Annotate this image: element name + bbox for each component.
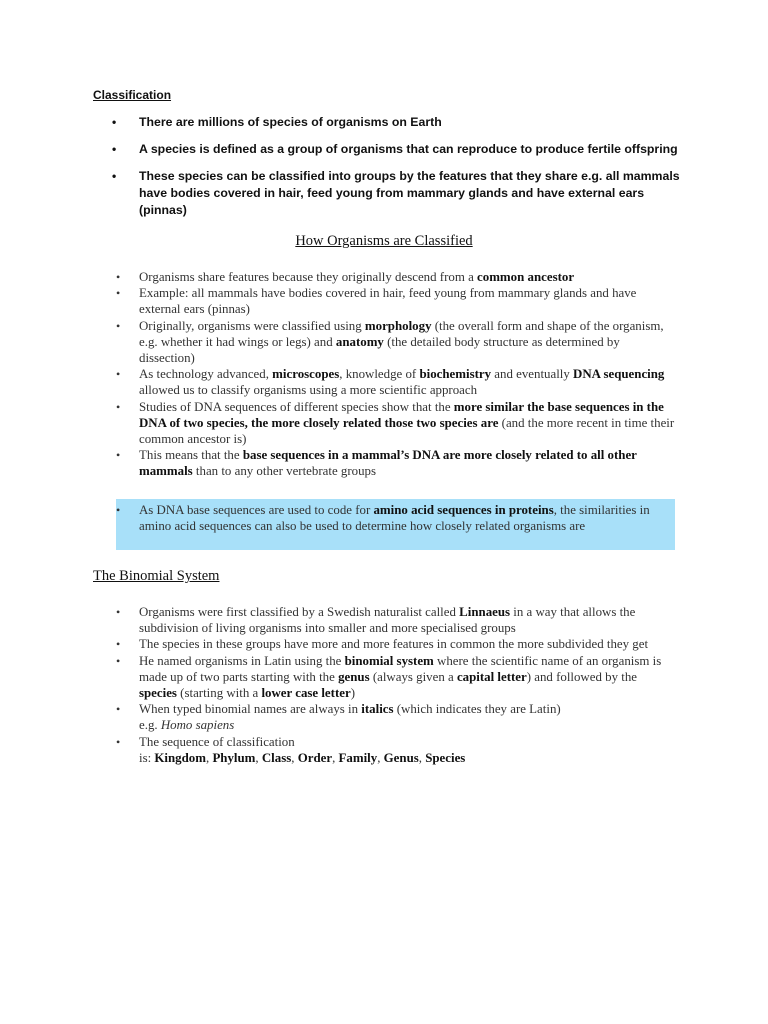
rank-family: Family <box>338 750 378 765</box>
text: This means that the <box>139 448 243 463</box>
list-item: • There are millions of species of organisms on Earth <box>112 114 682 131</box>
bold-term: morphology <box>364 318 432 333</box>
list-item <box>116 636 676 652</box>
italic-term: Homo sapiens <box>160 718 235 733</box>
text: Originally, organisms were classified using <box>139 318 365 333</box>
list-item <box>116 653 676 702</box>
separator: , <box>255 750 262 765</box>
list-item: • These species can be classified into groups by the features that they share e.g. all mammals have bodies covered in hair, feed young from mammary glands and have external ears (pinnas) <box>112 168 682 219</box>
bold-term: genus <box>338 669 370 684</box>
text: As DNA base sequences are used to code for <box>139 503 374 517</box>
text: He named organisms in Latin using the <box>139 653 345 668</box>
bold-term: more similar the base sequences in the DNA of two species, the more closely related those two species are <box>139 399 664 430</box>
text: As technology advanced, <box>139 367 273 382</box>
text: , the similarities in amino acid sequences can also be used to determine how closely related organisms are <box>139 503 650 534</box>
text: (the overall form and shape of the organism, e.g. whether it had wings or legs) and <box>139 318 664 349</box>
text: Studies of DNA sequences of different species show that the <box>139 399 454 414</box>
rank-genus: Genus <box>383 750 419 765</box>
text: ) and followed by the <box>526 669 637 684</box>
rank-kingdom: Kingdom <box>154 750 206 765</box>
bold-term: biochemistry <box>419 367 492 382</box>
binomial-system-heading: The Binomial System <box>93 568 220 584</box>
highlighted-bullet <box>116 502 672 534</box>
list-item <box>116 399 676 448</box>
list-item <box>116 285 676 317</box>
list-item <box>116 502 672 534</box>
text: (and the more recent in time their common ancestor is) <box>139 415 675 447</box>
separator: , <box>291 750 298 765</box>
text: allowed us to classify organisms using a more scientific approach <box>139 383 478 398</box>
separator: , <box>205 750 213 765</box>
separator: , <box>418 750 426 765</box>
list-item <box>116 701 676 733</box>
how-organisms-classified-heading: How Organisms are Classified <box>295 233 473 249</box>
text: The sequence of classification <box>139 734 295 749</box>
text: When typed binomial names are always in <box>139 702 362 717</box>
text: , knowledge of <box>339 367 420 382</box>
text: (the detailed body structure as determined by dissection) <box>139 334 620 366</box>
list-item <box>116 366 676 398</box>
text: in a way that allows the subdivision of living organisms into smaller and more specialised groups <box>139 605 636 636</box>
list-item <box>116 269 676 285</box>
bold-term: common ancestor <box>477 270 575 284</box>
text: (always given a <box>369 669 457 684</box>
text: (which indicates they are Latin) <box>393 702 561 717</box>
rank-species: Species <box>425 750 466 765</box>
rank-order: Order <box>297 750 333 765</box>
list-item <box>116 604 676 636</box>
bold-term: binomial system <box>344 653 434 668</box>
text: and eventually <box>491 367 574 382</box>
bold-term: amino acid sequences in proteins <box>373 503 554 517</box>
text: (starting with a <box>176 686 262 701</box>
text: The species in these groups have more and more features in common the more subdivided they get <box>139 637 649 652</box>
rank-class: Class <box>261 750 292 765</box>
how-classified-bullets <box>116 269 676 480</box>
bold-term: capital letter <box>456 669 527 684</box>
bold-term: anatomy <box>335 334 384 349</box>
bold-term: italics <box>361 702 394 717</box>
bold-term: lower case letter <box>261 686 351 701</box>
classification-heading: Classification <box>93 88 172 102</box>
classification-bullets <box>112 114 682 229</box>
text: Organisms were first classified by a Swedish naturalist called <box>139 605 460 619</box>
binomial-bullets <box>116 604 676 766</box>
list-item <box>116 734 676 766</box>
text: ) <box>350 686 355 701</box>
text: Organisms share features because they originally descend from a <box>139 270 478 284</box>
separator: , <box>332 750 339 765</box>
bold-term: base sequences in a mammal’s DNA are more closely related to all other mammals <box>139 448 637 479</box>
bold-term: species <box>139 686 177 701</box>
list-item: • A species is defined as a group of organisms that can reproduce to produce fertile offspring <box>112 141 682 158</box>
list-item <box>116 447 676 479</box>
bold-term: Linnaeus <box>459 605 511 619</box>
text: than to any other vertebrate groups <box>192 464 376 479</box>
text: is: <box>139 750 155 765</box>
bold-term: microscopes <box>272 367 340 382</box>
bold-term: DNA sequencing <box>573 367 665 382</box>
list-item <box>116 318 676 367</box>
separator: , <box>377 750 384 765</box>
text: where the scientific name of an organism is made up of two parts starting with the <box>139 653 662 684</box>
text: e.g. <box>139 718 161 733</box>
rank-phylum: Phylum <box>212 750 256 765</box>
text: Example: all mammals have bodies covered in hair, feed young from mammary glands and have external ears (pinnas) <box>139 286 637 317</box>
